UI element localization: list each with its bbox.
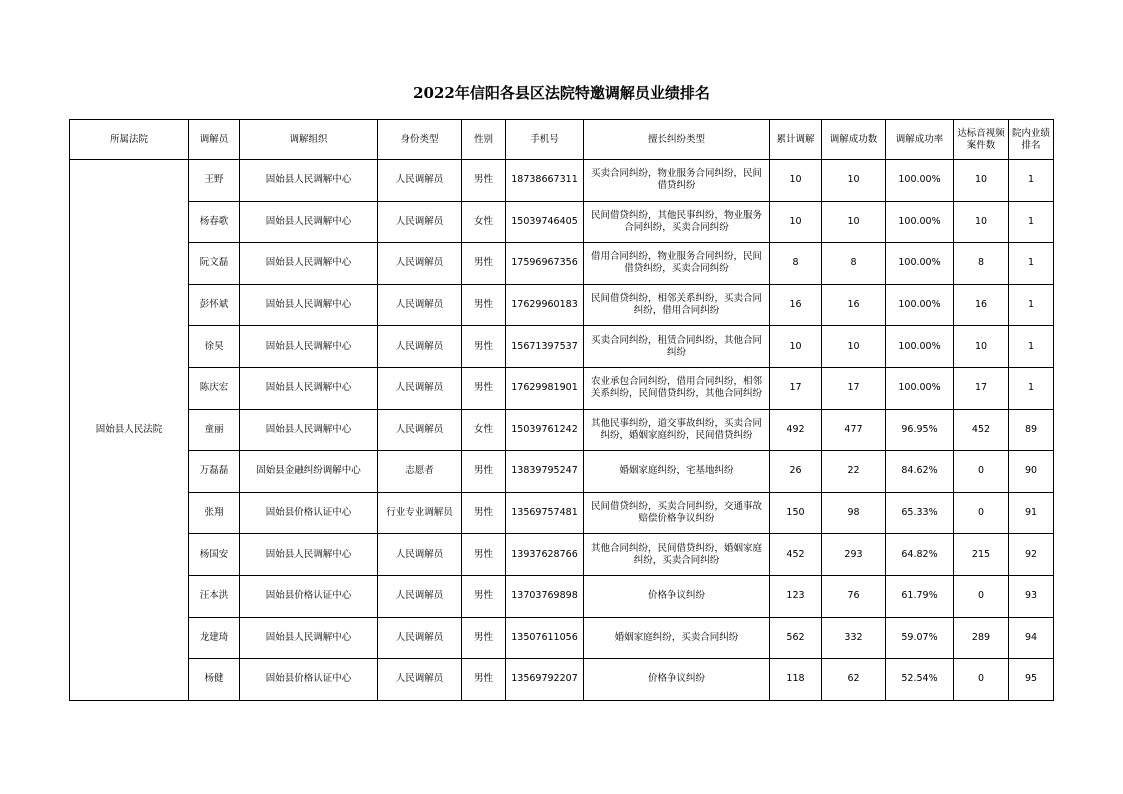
success-rate-cell: 100.00% (886, 160, 954, 202)
total-mediations-cell: 16 (770, 284, 822, 326)
video-cases-cell: 0 (954, 575, 1009, 617)
gender-cell: 女性 (462, 409, 506, 451)
header-rank: 院内业绩排名 (1009, 120, 1054, 160)
header-video: 达标音视频案件数 (954, 120, 1009, 160)
phone-cell: 13569792207 (506, 659, 584, 701)
total-mediations-cell: 492 (770, 409, 822, 451)
identity-cell: 行业专业调解员 (378, 492, 462, 534)
gender-cell: 男性 (462, 451, 506, 493)
header-phone: 手机号 (506, 120, 584, 160)
dispute-types-cell: 农业承包合同纠纷，借用合同纠纷，相邻关系纠纷，民间借贷纠纷，其他合同纠纷 (584, 367, 770, 409)
success-rate-cell: 100.00% (886, 284, 954, 326)
identity-cell: 人民调解员 (378, 243, 462, 285)
mediator-name-cell: 陈庆宏 (189, 367, 240, 409)
mediator-name-cell: 万磊磊 (189, 451, 240, 493)
dispute-types-cell: 民间借贷纠纷，买卖合同纠纷，交通事故赔偿价格争议纠纷 (584, 492, 770, 534)
org-cell: 固始县人民调解中心 (240, 243, 378, 285)
table-row (70, 326, 1054, 368)
mediator-name-cell: 徐昊 (189, 326, 240, 368)
video-cases-cell: 0 (954, 659, 1009, 701)
phone-cell: 17629960183 (506, 284, 584, 326)
rank-cell: 95 (1009, 659, 1054, 701)
dispute-types-cell: 价格争议纠纷 (584, 659, 770, 701)
rank-cell: 1 (1009, 367, 1054, 409)
mediator-name-cell: 杨健 (189, 659, 240, 701)
phone-cell: 13569757481 (506, 492, 584, 534)
identity-cell: 志愿者 (378, 451, 462, 493)
identity-cell: 人民调解员 (378, 326, 462, 368)
dispute-types-cell: 婚姻家庭纠纷，宅基地纠纷 (584, 451, 770, 493)
video-cases-cell: 289 (954, 617, 1009, 659)
mediator-name-cell: 彭怀斌 (189, 284, 240, 326)
success-count-cell: 10 (822, 201, 886, 243)
video-cases-cell: 215 (954, 534, 1009, 576)
success-count-cell: 22 (822, 451, 886, 493)
success-count-cell: 16 (822, 284, 886, 326)
video-cases-cell: 17 (954, 367, 1009, 409)
org-cell: 固始县金融纠纷调解中心 (240, 451, 378, 493)
success-count-cell: 332 (822, 617, 886, 659)
phone-cell: 15039761242 (506, 409, 584, 451)
gender-cell: 男性 (462, 659, 506, 701)
phone-cell: 13507611056 (506, 617, 584, 659)
video-cases-cell: 0 (954, 492, 1009, 534)
phone-cell: 17629981901 (506, 367, 584, 409)
phone-cell: 15039746405 (506, 201, 584, 243)
mediator-name-cell: 汪本洪 (189, 575, 240, 617)
phone-cell: 13937628766 (506, 534, 584, 576)
header-org: 调解组织 (240, 120, 378, 160)
video-cases-cell: 16 (954, 284, 1009, 326)
success-count-cell: 10 (822, 326, 886, 368)
identity-cell: 人民调解员 (378, 367, 462, 409)
gender-cell: 男性 (462, 160, 506, 202)
identity-cell: 人民调解员 (378, 617, 462, 659)
total-mediations-cell: 562 (770, 617, 822, 659)
success-count-cell: 293 (822, 534, 886, 576)
dispute-types-cell: 婚姻家庭纠纷，买卖合同纠纷 (584, 617, 770, 659)
table-row (70, 575, 1054, 617)
org-cell: 固始县人民调解中心 (240, 160, 378, 202)
rank-cell: 89 (1009, 409, 1054, 451)
total-mediations-cell: 123 (770, 575, 822, 617)
video-cases-cell: 452 (954, 409, 1009, 451)
success-count-cell: 8 (822, 243, 886, 285)
rank-cell: 90 (1009, 451, 1054, 493)
table-row (70, 284, 1054, 326)
dispute-types-cell: 民间借贷纠纷，相邻关系纠纷，买卖合同纠纷，借用合同纠纷 (584, 284, 770, 326)
phone-cell: 13839795247 (506, 451, 584, 493)
org-cell: 固始县人民调解中心 (240, 617, 378, 659)
success-rate-cell: 65.33% (886, 492, 954, 534)
dispute-types-cell: 借用合同纠纷，物业服务合同纠纷，民间借贷纠纷，买卖合同纠纷 (584, 243, 770, 285)
dispute-types-cell: 其他合同纠纷，民间借贷纠纷，婚姻家庭纠纷，买卖合同纠纷 (584, 534, 770, 576)
phone-cell: 18738667311 (506, 160, 584, 202)
success-count-cell: 98 (822, 492, 886, 534)
dispute-types-cell: 买卖合同纠纷，租赁合同纠纷，其他合同纠纷 (584, 326, 770, 368)
gender-cell: 男性 (462, 534, 506, 576)
org-cell: 固始县人民调解中心 (240, 409, 378, 451)
total-mediations-cell: 17 (770, 367, 822, 409)
table-row (70, 201, 1054, 243)
page-title: 2022年信阳各县区法院特邀调解员业绩排名 (413, 84, 710, 102)
header-success: 调解成功数 (822, 120, 886, 160)
gender-cell: 男性 (462, 575, 506, 617)
org-cell: 固始县价格认证中心 (240, 575, 378, 617)
success-count-cell: 76 (822, 575, 886, 617)
table-body (70, 160, 1054, 701)
total-mediations-cell: 26 (770, 451, 822, 493)
dispute-types-cell: 其他民事纠纷，道交事故纠纷，买卖合同纠纷，婚姻家庭纠纷，民间借贷纠纷 (584, 409, 770, 451)
video-cases-cell: 10 (954, 160, 1009, 202)
table-row (70, 160, 1054, 202)
table-row (70, 243, 1054, 285)
success-count-cell: 62 (822, 659, 886, 701)
gender-cell: 男性 (462, 326, 506, 368)
rank-cell: 91 (1009, 492, 1054, 534)
header-court: 所属法院 (70, 120, 189, 160)
mediator-name-cell: 龙建琦 (189, 617, 240, 659)
org-cell: 固始县价格认证中心 (240, 492, 378, 534)
header-rate: 调解成功率 (886, 120, 954, 160)
rank-cell: 1 (1009, 243, 1054, 285)
video-cases-cell: 10 (954, 201, 1009, 243)
total-mediations-cell: 10 (770, 326, 822, 368)
rank-cell: 92 (1009, 534, 1054, 576)
header-identity: 身份类型 (378, 120, 462, 160)
org-cell: 固始县人民调解中心 (240, 201, 378, 243)
identity-cell: 人民调解员 (378, 409, 462, 451)
org-cell: 固始县人民调解中心 (240, 284, 378, 326)
header-row (70, 120, 1054, 160)
identity-cell: 人民调解员 (378, 284, 462, 326)
table-row (70, 409, 1054, 451)
court-name-cell: 固始县人民法院 (70, 160, 189, 701)
header-total: 累计调解 (770, 120, 822, 160)
dispute-types-cell: 买卖合同纠纷，物业服务合同纠纷，民间借贷纠纷 (584, 160, 770, 202)
table-row (70, 367, 1054, 409)
success-rate-cell: 64.82% (886, 534, 954, 576)
identity-cell: 人民调解员 (378, 534, 462, 576)
gender-cell: 男性 (462, 617, 506, 659)
total-mediations-cell: 10 (770, 201, 822, 243)
org-cell: 固始县人民调解中心 (240, 534, 378, 576)
org-cell: 固始县人民调解中心 (240, 367, 378, 409)
success-rate-cell: 100.00% (886, 201, 954, 243)
success-rate-cell: 100.00% (886, 326, 954, 368)
video-cases-cell: 8 (954, 243, 1009, 285)
mediator-name-cell: 阮文磊 (189, 243, 240, 285)
rank-cell: 1 (1009, 201, 1054, 243)
mediator-name-cell: 张翔 (189, 492, 240, 534)
table-row (70, 659, 1054, 701)
header-mediator: 调解员 (189, 120, 240, 160)
identity-cell: 人民调解员 (378, 575, 462, 617)
table-row (70, 534, 1054, 576)
phone-cell: 17596967356 (506, 243, 584, 285)
total-mediations-cell: 8 (770, 243, 822, 285)
success-count-cell: 10 (822, 160, 886, 202)
rank-cell: 1 (1009, 326, 1054, 368)
success-count-cell: 477 (822, 409, 886, 451)
table-row (70, 451, 1054, 493)
rank-cell: 94 (1009, 617, 1054, 659)
phone-cell: 15671397537 (506, 326, 584, 368)
mediator-name-cell: 杨春歌 (189, 201, 240, 243)
header-gender: 性别 (462, 120, 506, 160)
header-types: 擅长纠纷类型 (584, 120, 770, 160)
table-row (70, 617, 1054, 659)
success-rate-cell: 96.95% (886, 409, 954, 451)
video-cases-cell: 10 (954, 326, 1009, 368)
phone-cell: 13703769898 (506, 575, 584, 617)
dispute-types-cell: 价格争议纠纷 (584, 575, 770, 617)
mediator-name-cell: 童丽 (189, 409, 240, 451)
gender-cell: 男性 (462, 367, 506, 409)
table-row (70, 492, 1054, 534)
success-rate-cell: 59.07% (886, 617, 954, 659)
identity-cell: 人民调解员 (378, 659, 462, 701)
success-rate-cell: 100.00% (886, 367, 954, 409)
total-mediations-cell: 452 (770, 534, 822, 576)
mediator-name-cell: 杨国安 (189, 534, 240, 576)
rank-cell: 1 (1009, 160, 1054, 202)
gender-cell: 男性 (462, 492, 506, 534)
identity-cell: 人民调解员 (378, 201, 462, 243)
org-cell: 固始县人民调解中心 (240, 326, 378, 368)
gender-cell: 女性 (462, 201, 506, 243)
success-rate-cell: 84.62% (886, 451, 954, 493)
video-cases-cell: 0 (954, 451, 1009, 493)
success-count-cell: 17 (822, 367, 886, 409)
identity-cell: 人民调解员 (378, 160, 462, 202)
total-mediations-cell: 10 (770, 160, 822, 202)
mediator-name-cell: 王野 (189, 160, 240, 202)
success-rate-cell: 100.00% (886, 243, 954, 285)
total-mediations-cell: 150 (770, 492, 822, 534)
ranking-table (69, 119, 1054, 701)
success-rate-cell: 61.79% (886, 575, 954, 617)
gender-cell: 男性 (462, 243, 506, 285)
org-cell: 固始县价格认证中心 (240, 659, 378, 701)
rank-cell: 93 (1009, 575, 1054, 617)
success-rate-cell: 52.54% (886, 659, 954, 701)
gender-cell: 男性 (462, 284, 506, 326)
total-mediations-cell: 118 (770, 659, 822, 701)
dispute-types-cell: 民间借贷纠纷，其他民事纠纷，物业服务合同纠纷，买卖合同纠纷 (584, 201, 770, 243)
rank-cell: 1 (1009, 284, 1054, 326)
